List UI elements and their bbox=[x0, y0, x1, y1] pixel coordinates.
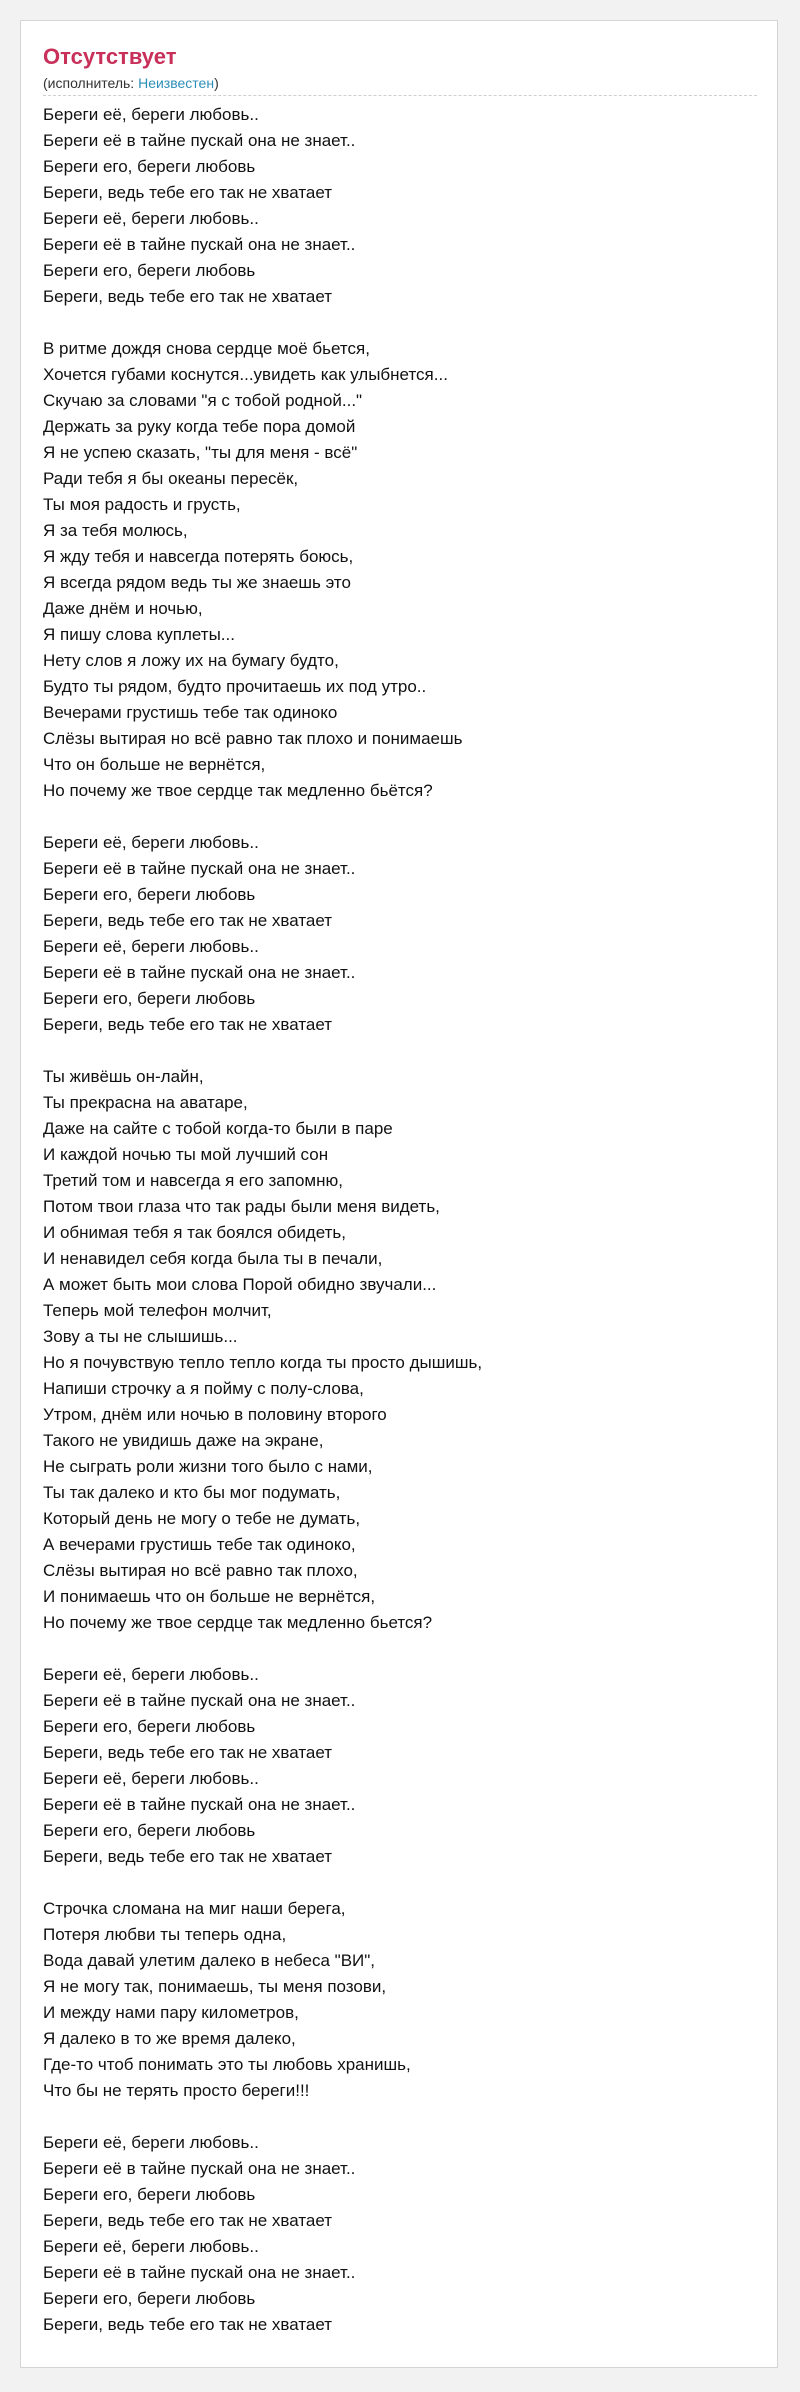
lyric-line: Береги, ведь тебе его так не хватает bbox=[43, 1015, 333, 1034]
lyric-line: Береги, ведь тебе его так не хватает bbox=[43, 1743, 333, 1762]
lyric-line: Береги его, береги любовь bbox=[43, 1717, 256, 1736]
lyric-line: Нету слов я ложу их на бумагу будто, bbox=[43, 651, 339, 670]
lyric-line: Береги её в тайне пускай она не знает.. bbox=[43, 963, 356, 982]
lyrics-stanza bbox=[43, 336, 757, 804]
lyric-line: Теперь мой телефон молчит, bbox=[43, 1301, 272, 1320]
artist-line bbox=[43, 73, 757, 96]
lyric-line: Я жду тебя и навсегда потерять боюсь, bbox=[43, 547, 354, 566]
song-title: Отсутствует bbox=[43, 44, 177, 69]
lyric-line: Я всегда рядом ведь ты же знаешь это bbox=[43, 573, 351, 592]
lyric-line: Но я почувствую тепло тепло когда ты просто дышишь, bbox=[43, 1353, 483, 1372]
lyrics-stanza bbox=[43, 102, 757, 310]
lyric-line: Береги её в тайне пускай она не знает.. bbox=[43, 2263, 356, 2282]
lyric-line: Береги её, береги любовь.. bbox=[43, 209, 259, 228]
lyric-line: Утром, днём или ночью в половину второго bbox=[43, 1405, 387, 1424]
lyric-line: Береги, ведь тебе его так не хватает bbox=[43, 183, 333, 202]
lyric-line: И каждой ночью ты мой лучший сон bbox=[43, 1145, 329, 1164]
lyric-line: Слёзы вытирая но всё равно так плохо и понимаешь bbox=[43, 729, 463, 748]
lyric-line: Береги её в тайне пускай она не знает.. bbox=[43, 859, 356, 878]
lyric-line: Строчка сломана на миг наши берега, bbox=[43, 1899, 346, 1918]
lyric-line: Такого не увидишь даже на экране, bbox=[43, 1431, 324, 1450]
lyric-line: Что бы не терять просто береги!!! bbox=[43, 2081, 310, 2100]
lyrics-content bbox=[43, 43, 757, 2364]
lyric-line: Береги её в тайне пускай она не знает.. bbox=[43, 131, 356, 150]
lyric-line: Береги её, береги любовь.. bbox=[43, 1769, 259, 1788]
lyric-line: Береги его, береги любовь bbox=[43, 989, 256, 1008]
lyric-line: Я пишу слова куплеты... bbox=[43, 625, 235, 644]
lyric-line: И ненавидел себя когда была ты в печали, bbox=[43, 1249, 383, 1268]
lyric-line: Третий том и навсегда я его запомню, bbox=[43, 1171, 343, 1190]
lyric-line: Береги её в тайне пускай она не знает.. bbox=[43, 2159, 356, 2178]
lyric-line: Скучаю за словами "я с тобой родной..." bbox=[43, 391, 363, 410]
lyric-line: Зову а ты не слышишь... bbox=[43, 1327, 238, 1346]
lyric-line: Напиши строчку а я пойму с полу-слова, bbox=[43, 1379, 364, 1398]
lyric-line: И между нами пару километров, bbox=[43, 2003, 299, 2022]
lyrics-stanza bbox=[43, 1662, 757, 1870]
lyric-line: Береги его, береги любовь bbox=[43, 2185, 256, 2204]
lyric-line: Я не могу так, понимаешь, ты меня позови, bbox=[43, 1977, 387, 1996]
lyric-line: Но почему же твое сердце так медленно бьётся? bbox=[43, 781, 433, 800]
lyric-line: Держать за руку когда тебе пора домой bbox=[43, 417, 356, 436]
lyric-line: Вода давай улетим далеко в небеса "ВИ", bbox=[43, 1951, 376, 1970]
lyric-line: Береги его, береги любовь bbox=[43, 157, 256, 176]
lyric-line: Береги её в тайне пускай она не знает.. bbox=[43, 1691, 356, 1710]
lyric-line: Хочется губами коснутся...увидеть как улыбнется... bbox=[43, 365, 448, 384]
lyric-line: Береги его, береги любовь bbox=[43, 261, 256, 280]
lyric-line: Береги её, береги любовь.. bbox=[43, 2133, 259, 2152]
lyrics-stanza bbox=[43, 830, 757, 1038]
lyric-line: Потом твои глаза что так рады были меня видеть, bbox=[43, 1197, 440, 1216]
lyrics-body bbox=[43, 102, 757, 2338]
lyric-line: Ты так далеко и кто бы мог подумать, bbox=[43, 1483, 341, 1502]
lyric-line: Береги её в тайне пускай она не знает.. bbox=[43, 235, 356, 254]
lyric-line: Ради тебя я бы океаны пересёк, bbox=[43, 469, 299, 488]
lyric-line: Где-то чтоб понимать это ты любовь хранишь, bbox=[43, 2055, 411, 2074]
lyric-line: Что он больше не вернётся, bbox=[43, 755, 266, 774]
lyric-line: Ты живёшь он-лайн, bbox=[43, 1067, 204, 1086]
lyric-line: Не сыграть роли жизни того было с нами, bbox=[43, 1457, 373, 1476]
lyric-line: Береги, ведь тебе его так не хватает bbox=[43, 2315, 333, 2334]
lyric-line: Будто ты рядом, будто прочитаешь их под утро.. bbox=[43, 677, 427, 696]
lyric-line: Даже днём и ночью, bbox=[43, 599, 203, 618]
lyrics-stanza bbox=[43, 1064, 757, 1636]
lyric-line: Береги её, береги любовь.. bbox=[43, 2237, 259, 2256]
lyric-line: И понимаешь что он больше не вернётся, bbox=[43, 1587, 376, 1606]
lyric-line: Береги её, береги любовь.. bbox=[43, 937, 259, 956]
lyric-line: Береги её, береги любовь.. bbox=[43, 105, 259, 124]
artist-suffix: ) bbox=[214, 75, 219, 91]
lyric-line: В ритме дождя снова сердце моё бьется, bbox=[43, 339, 370, 358]
lyric-line: Ты моя радость и грусть, bbox=[43, 495, 241, 514]
lyric-line: Береги, ведь тебе его так не хватает bbox=[43, 287, 333, 306]
artist-link[interactable]: Неизвестен bbox=[138, 75, 215, 91]
lyric-line: Береги его, береги любовь bbox=[43, 2289, 256, 2308]
lyric-line: Береги его, береги любовь bbox=[43, 1821, 256, 1840]
lyric-line: Береги её, береги любовь.. bbox=[43, 1665, 259, 1684]
lyric-line: А может быть мои слова Порой обидно звучали... bbox=[43, 1275, 437, 1294]
lyric-line: Вечерами грустишь тебе так одиноко bbox=[43, 703, 338, 722]
lyric-line: Я не успею сказать, "ты для меня - всё" bbox=[43, 443, 358, 462]
lyric-line: И обнимая тебя я так боялся обидеть, bbox=[43, 1223, 346, 1242]
lyric-line: А вечерами грустишь тебе так одиноко, bbox=[43, 1535, 356, 1554]
lyric-line: Береги её, береги любовь.. bbox=[43, 833, 259, 852]
lyric-line: Я далеко в то же время далеко, bbox=[43, 2029, 296, 2048]
lyric-line: Береги, ведь тебе его так не хватает bbox=[43, 1847, 333, 1866]
lyric-line: Который день не могу о тебе не думать, bbox=[43, 1509, 361, 1528]
lyric-line: Потеря любви ты теперь одна, bbox=[43, 1925, 287, 1944]
lyric-line: Береги его, береги любовь bbox=[43, 885, 256, 904]
lyrics-card bbox=[20, 20, 778, 2368]
lyric-line: Береги её в тайне пускай она не знает.. bbox=[43, 1795, 356, 1814]
artist-prefix: (исполнитель: bbox=[43, 75, 139, 91]
lyrics-stanza bbox=[43, 2130, 757, 2338]
lyric-line: Я за тебя молюсь, bbox=[43, 521, 188, 540]
lyric-line: Ты прекрасна на аватаре, bbox=[43, 1093, 248, 1112]
lyric-line: Береги, ведь тебе его так не хватает bbox=[43, 2211, 333, 2230]
lyric-line: Береги, ведь тебе его так не хватает bbox=[43, 911, 333, 930]
lyrics-stanza bbox=[43, 1896, 757, 2104]
lyric-line: Слёзы вытирая но всё равно так плохо, bbox=[43, 1561, 358, 1580]
lyric-line: Даже на сайте с тобой когда-то были в паре bbox=[43, 1119, 393, 1138]
lyric-line: Но почему же твое сердце так медленно бьется? bbox=[43, 1613, 433, 1632]
